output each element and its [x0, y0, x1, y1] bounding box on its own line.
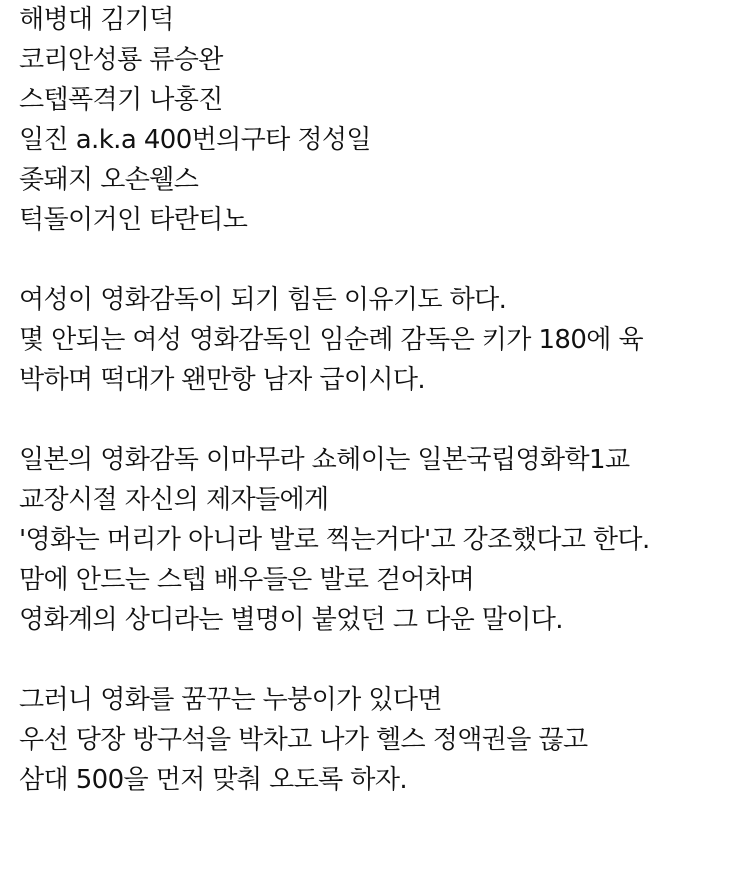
text-line: 여성이 영화감독이 되기 힘든 이유기도 하다. — [19, 285, 507, 315]
text-line: 우선 당장 방구석을 박차고 나가 헬스 정액권을 끊고 — [19, 725, 588, 755]
paragraph-4 — [19, 680, 744, 800]
paragraph-2 — [19, 280, 744, 400]
text-line: 해병대 김기덕 — [19, 5, 174, 35]
text-line: 그러니 영화를 꿈꾸는 누붕이가 있다면 — [19, 685, 442, 715]
text-line: 일본의 영화감독 이마무라 쇼헤이는 일본국립영화학1교 — [19, 445, 630, 475]
text-line: 삼대 500을 먼저 맞춰 오도록 하자. — [19, 765, 408, 795]
text-line: 코리안성룡 류승완 — [19, 45, 223, 75]
paragraph-3 — [19, 440, 744, 640]
text-line: 영화계의 상디라는 별명이 붙었던 그 다운 말이다. — [19, 605, 563, 635]
text-line: 일진 a.k.a 400번의구타 정성일 — [19, 125, 371, 155]
text-line: 교장시절 자신의 제자들에게 — [19, 485, 329, 515]
paragraph-1 — [19, 0, 744, 240]
text-line: 몇 안되는 여성 영화감독인 임순례 감독은 키가 180에 육 — [19, 325, 643, 355]
text-line: 박하며 떡대가 왠만항 남자 급이시다. — [19, 365, 426, 395]
text-line: 턱돌이거인 타란티노 — [19, 205, 248, 235]
document-body — [19, 0, 744, 840]
text-line: 맘에 안드는 스텝 배우들은 발로 걷어차며 — [19, 565, 475, 595]
text-line: '영화는 머리가 아니라 발로 찍는거다'고 강조했다고 한다. — [19, 525, 650, 555]
text-line: 스텝폭격기 나홍진 — [19, 85, 223, 115]
text-line: 좆돼지 오손웰스 — [19, 165, 199, 195]
